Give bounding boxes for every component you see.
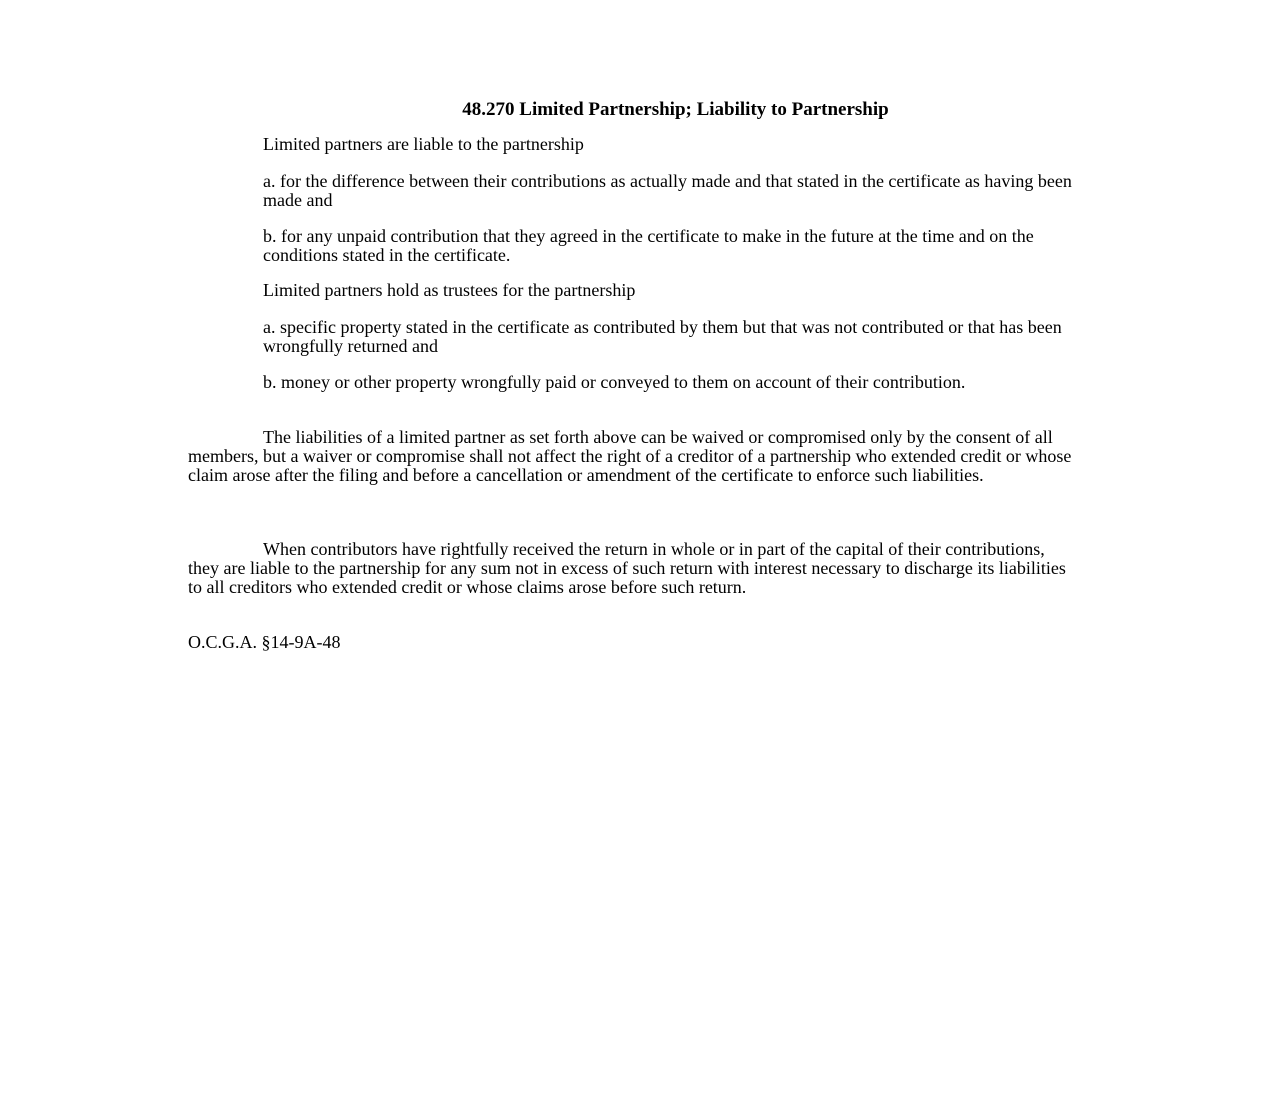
intro-liable-paragraph: Limited partners are liable to the partnership: [263, 134, 584, 154]
statute-citation: O.C.G.A. §14-9A-48: [188, 632, 341, 652]
waiver-paragraph: The liabilities of a limited partner as set forth above can be waived or compromised only by the consent of all members, but a waiver or compromise shall not affect the right of a creditor of a partnership who extended credit or whose claim arose after the filing and before a cancellation or amendment of the certificate to enforce such liabilities.: [188, 427, 1072, 486]
trustees-item-a: a. specific property stated in the certificate as contributed by them but that was not contributed or that has been wrongfully returned and: [263, 317, 1062, 357]
liable-item-a: a. for the difference between their contributions as actually made and that stated in the certificate as having been made and: [263, 171, 1072, 211]
trustees-item-b: b. money or other property wrongfully paid or conveyed to them on account of their contribution.: [263, 372, 966, 392]
document-title: [0, 98, 1275, 122]
document-title-text: 48.270 Limited Partnership; Liability to Partnership: [462, 99, 889, 120]
liable-item-b: b. for any unpaid contribution that they agreed in the certificate to make in the future at the time and on the conditions stated in the certificate.: [263, 226, 1034, 266]
return-paragraph: When contributors have rightfully received the return in whole or in part of the capital of their contributions, they are liable to the partnership for any sum not in excess of such return with interest necessary to discharge its liabilities to all creditors who extended credit or whose claims arose before such return.: [188, 539, 1066, 598]
intro-trustees-paragraph: Limited partners hold as trustees for the partnership: [263, 280, 636, 300]
